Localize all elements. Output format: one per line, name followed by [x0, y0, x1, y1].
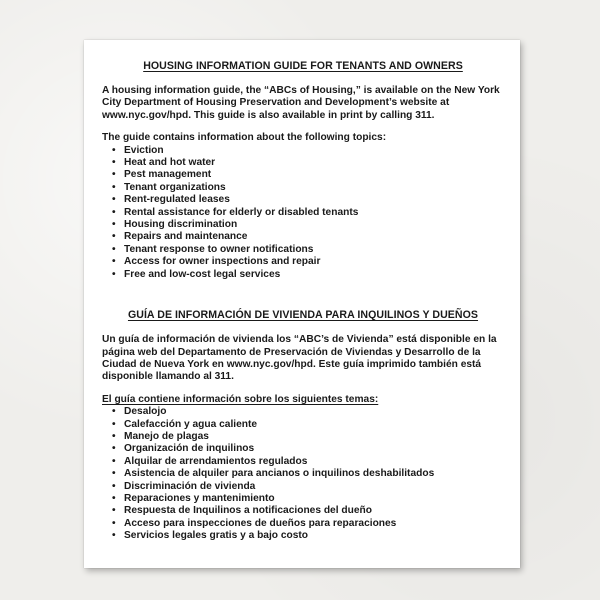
list-item: • Acceso para inspecciones de dueños para reparaciones: [112, 518, 504, 530]
list-item: • Desalojo: [112, 406, 504, 418]
list-item: • Heat and hot water: [112, 157, 504, 169]
list-item: • Respuesta de Inquilinos a notificaciones del dueño: [112, 505, 504, 517]
list-item: • Calefacción y agua caliente: [112, 419, 504, 431]
english-title-text: HOUSING INFORMATION GUIDE FOR TENANTS AND OWNERS: [143, 60, 463, 72]
list-item: • Eviction: [112, 145, 504, 157]
english-title: [102, 60, 504, 72]
english-topics-list: [102, 145, 504, 281]
list-item: • Reparaciones y mantenimiento: [112, 493, 504, 505]
section-spacer: [102, 281, 504, 309]
list-item: • Repairs and maintenance: [112, 231, 504, 243]
list-item: • Housing discrimination: [112, 219, 504, 231]
english-paragraph: A housing information guide, the “ABCs of Housing,” is available on the New York City Department of Housing Preservation and Development’s website at www.nyc.gov/hpd. This guide is also available in print by calling 311.: [102, 85, 500, 121]
spanish-topics-list: [102, 406, 504, 542]
list-item: • Free and low-cost legal services: [112, 269, 504, 281]
list-item: • Access for owner inspections and repair: [112, 256, 504, 268]
spanish-title: [102, 309, 504, 321]
spanish-paragraph: Un guía de información de vivienda los “ABC’s de Vivienda” está disponible en la página web del Departamento de Preservación de Viviendas y Desarrollo de la Ciudad de Nueva York en www.nyc.gov/hpd. Este guía imprimido también está disponible llamando al 311.: [102, 334, 497, 383]
list-item: • Rent-regulated leases: [112, 194, 504, 206]
list-item: • Alquilar de arrendamientos regulados: [112, 456, 504, 468]
list-item: • Servicios legales gratis y a bajo costo: [112, 530, 504, 542]
list-item: • Tenant organizations: [112, 182, 504, 194]
spanish-title-text: GUÍA DE INFORMACIÓN DE VIVIENDA PARA INQUILINOS Y DUEÑOS: [127, 309, 479, 322]
list-item: • Rental assistance for elderly or disabled tenants: [112, 207, 504, 219]
housing-information-sign: [84, 40, 520, 568]
list-item: • Asistencia de alquiler para ancianos o inquilinos deshabilitados: [112, 468, 504, 480]
english-topics-intro: The guide contains information about the following topics:: [102, 132, 387, 144]
list-item: • Discriminación de vivienda: [112, 481, 504, 493]
spanish-topics-intro-text: El guía contiene información sobre los siguientes temas:: [102, 393, 379, 405]
list-item: • Organización de inquilinos: [112, 443, 504, 455]
spanish-topics-intro: [102, 394, 504, 406]
list-item: • Pest management: [112, 169, 504, 181]
list-item: • Tenant response to owner notifications: [112, 244, 504, 256]
list-item: • Manejo de plagas: [112, 431, 504, 443]
